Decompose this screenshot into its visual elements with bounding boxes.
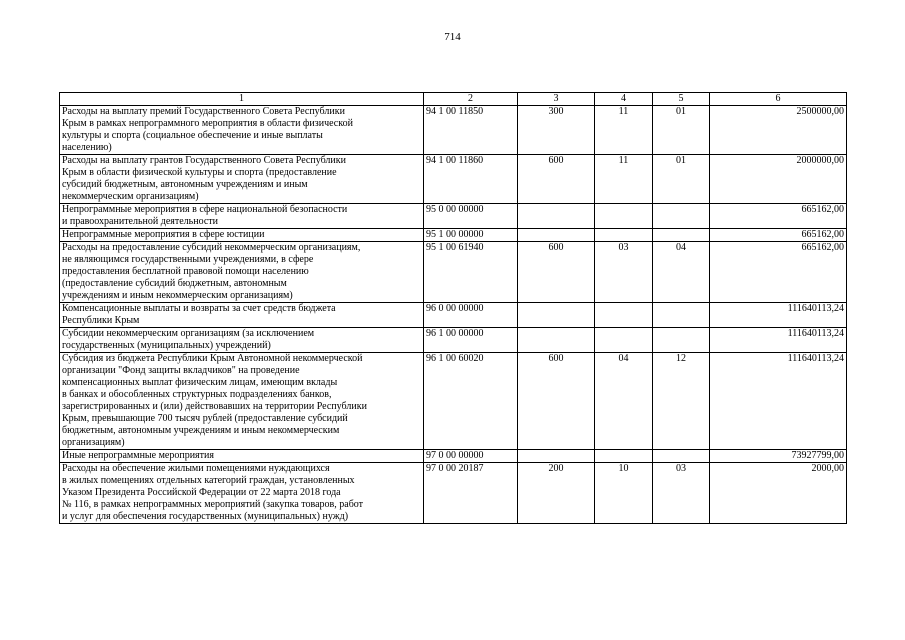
- row-sum-cell: 111640113,24: [710, 303, 847, 328]
- row-vr-cell: 600: [518, 242, 595, 303]
- row-sum-cell: 2500000,00: [710, 106, 847, 155]
- row-pr-cell: 01: [653, 155, 710, 204]
- row-rz-cell: 04: [595, 353, 653, 450]
- row-pr-cell: 03: [653, 463, 710, 524]
- row-csr-cell: 95 0 00 00000: [424, 204, 518, 229]
- row-rz-cell: [595, 204, 653, 229]
- row-name-cell: Расходы на обеспечение жилыми помещениями нуждающихся в жилых помещениях отдельных категорий граждан, установленных Указом Президента Российской Федерации от 22 марта 2018 года № 116, в рамках непрограммных мероприятий (закупка товаров, работ и услуг для обеспечения государственных (муниципальных) нужд): [60, 463, 424, 524]
- budget-table: [59, 92, 847, 524]
- row-name-cell: Непрограммные мероприятия в сфере национальной безопасности и правоохранительной деятельности: [60, 204, 424, 229]
- row-pr-cell: [653, 229, 710, 242]
- page-number: 714: [444, 31, 461, 43]
- row-csr-cell: 96 0 00 00000: [424, 303, 518, 328]
- row-vr-cell: 600: [518, 353, 595, 450]
- row-name-cell: Расходы на выплату премий Государственного Совета Республики Крым в рамках непрограммного мероприятия в области физической культуры и спорта (социальное обеспечение и иные выплаты населению): [60, 106, 424, 155]
- row-rz-cell: [595, 328, 653, 353]
- row-rz-cell: [595, 229, 653, 242]
- table-row: [60, 242, 847, 303]
- row-name-cell: Субсидии некоммерческим организациям (за исключением государственных (муниципальных) учреждений): [60, 328, 424, 353]
- row-vr-cell: [518, 303, 595, 328]
- column-header: 1: [60, 93, 424, 106]
- row-sum-cell: 73927799,00: [710, 450, 847, 463]
- row-pr-cell: 01: [653, 106, 710, 155]
- header-row: [60, 93, 847, 106]
- row-csr-cell: 97 0 00 20187: [424, 463, 518, 524]
- row-csr-cell: 96 1 00 60020: [424, 353, 518, 450]
- column-header: 6: [710, 93, 847, 106]
- row-csr-cell: 94 1 00 11850: [424, 106, 518, 155]
- row-vr-cell: 200: [518, 463, 595, 524]
- table-row: [60, 328, 847, 353]
- row-name-cell: Расходы на выплату грантов Государственного Совета Республики Крым в области физической культуры и спорта (предоставление субсидий бюджетным, автономным учреждениям и иным некоммерческим организациям): [60, 155, 424, 204]
- row-csr-cell: 95 1 00 61940: [424, 242, 518, 303]
- row-rz-cell: [595, 450, 653, 463]
- row-vr-cell: [518, 450, 595, 463]
- row-pr-cell: [653, 303, 710, 328]
- row-rz-cell: 03: [595, 242, 653, 303]
- table-row: [60, 463, 847, 524]
- table-row: [60, 450, 847, 463]
- row-sum-cell: 111640113,24: [710, 353, 847, 450]
- table-row: [60, 204, 847, 229]
- row-name-cell: Компенсационные выплаты и возвраты за счет средств бюджета Республики Крым: [60, 303, 424, 328]
- row-csr-cell: 94 1 00 11860: [424, 155, 518, 204]
- row-name-cell: Субсидия из бюджета Республики Крым Автономной некоммерческой организации "Фонд защиты вкладчиков" на проведение компенсационных выплат физическим лицам, имеющим вклады в банках и обособленных структурных подразделениях банков, зарегистрированных и (или) действовавших на территории Республики Крым, превышающие 700 тысяч рублей (предоставление субсидий бюджетным, автономным учреждениям и иным некоммерческим организациям): [60, 353, 424, 450]
- table-row: [60, 155, 847, 204]
- row-vr-cell: [518, 204, 595, 229]
- row-sum-cell: 111640113,24: [710, 328, 847, 353]
- row-rz-cell: 11: [595, 155, 653, 204]
- row-sum-cell: 665162,00: [710, 242, 847, 303]
- column-header: 2: [424, 93, 518, 106]
- table-row: [60, 353, 847, 450]
- row-rz-cell: 11: [595, 106, 653, 155]
- table-row: [60, 303, 847, 328]
- row-name-cell: Непрограммные мероприятия в сфере юстиции: [60, 229, 424, 242]
- row-name-cell: Иные непрограммные мероприятия: [60, 450, 424, 463]
- row-sum-cell: 2000,00: [710, 463, 847, 524]
- row-pr-cell: 04: [653, 242, 710, 303]
- row-rz-cell: 10: [595, 463, 653, 524]
- row-pr-cell: [653, 328, 710, 353]
- row-sum-cell: 665162,00: [710, 229, 847, 242]
- row-vr-cell: [518, 229, 595, 242]
- row-csr-cell: 96 1 00 00000: [424, 328, 518, 353]
- row-name-cell: Расходы на предоставление субсидий некоммерческим организациям, не являющимся государственными учреждениями, в сфере предоставления бесплатной правовой помощи населению (предоставление субсидий бюджетным, автономным учреждениям и иным некоммерческим организациям): [60, 242, 424, 303]
- row-rz-cell: [595, 303, 653, 328]
- table-row: [60, 106, 847, 155]
- column-header: 5: [653, 93, 710, 106]
- table-row: [60, 229, 847, 242]
- row-sum-cell: 2000000,00: [710, 155, 847, 204]
- row-sum-cell: 665162,00: [710, 204, 847, 229]
- row-pr-cell: 12: [653, 353, 710, 450]
- column-header: 4: [595, 93, 653, 106]
- row-vr-cell: [518, 328, 595, 353]
- row-csr-cell: 97 0 00 00000: [424, 450, 518, 463]
- row-vr-cell: 300: [518, 106, 595, 155]
- row-pr-cell: [653, 450, 710, 463]
- row-csr-cell: 95 1 00 00000: [424, 229, 518, 242]
- row-pr-cell: [653, 204, 710, 229]
- row-vr-cell: 600: [518, 155, 595, 204]
- column-header: 3: [518, 93, 595, 106]
